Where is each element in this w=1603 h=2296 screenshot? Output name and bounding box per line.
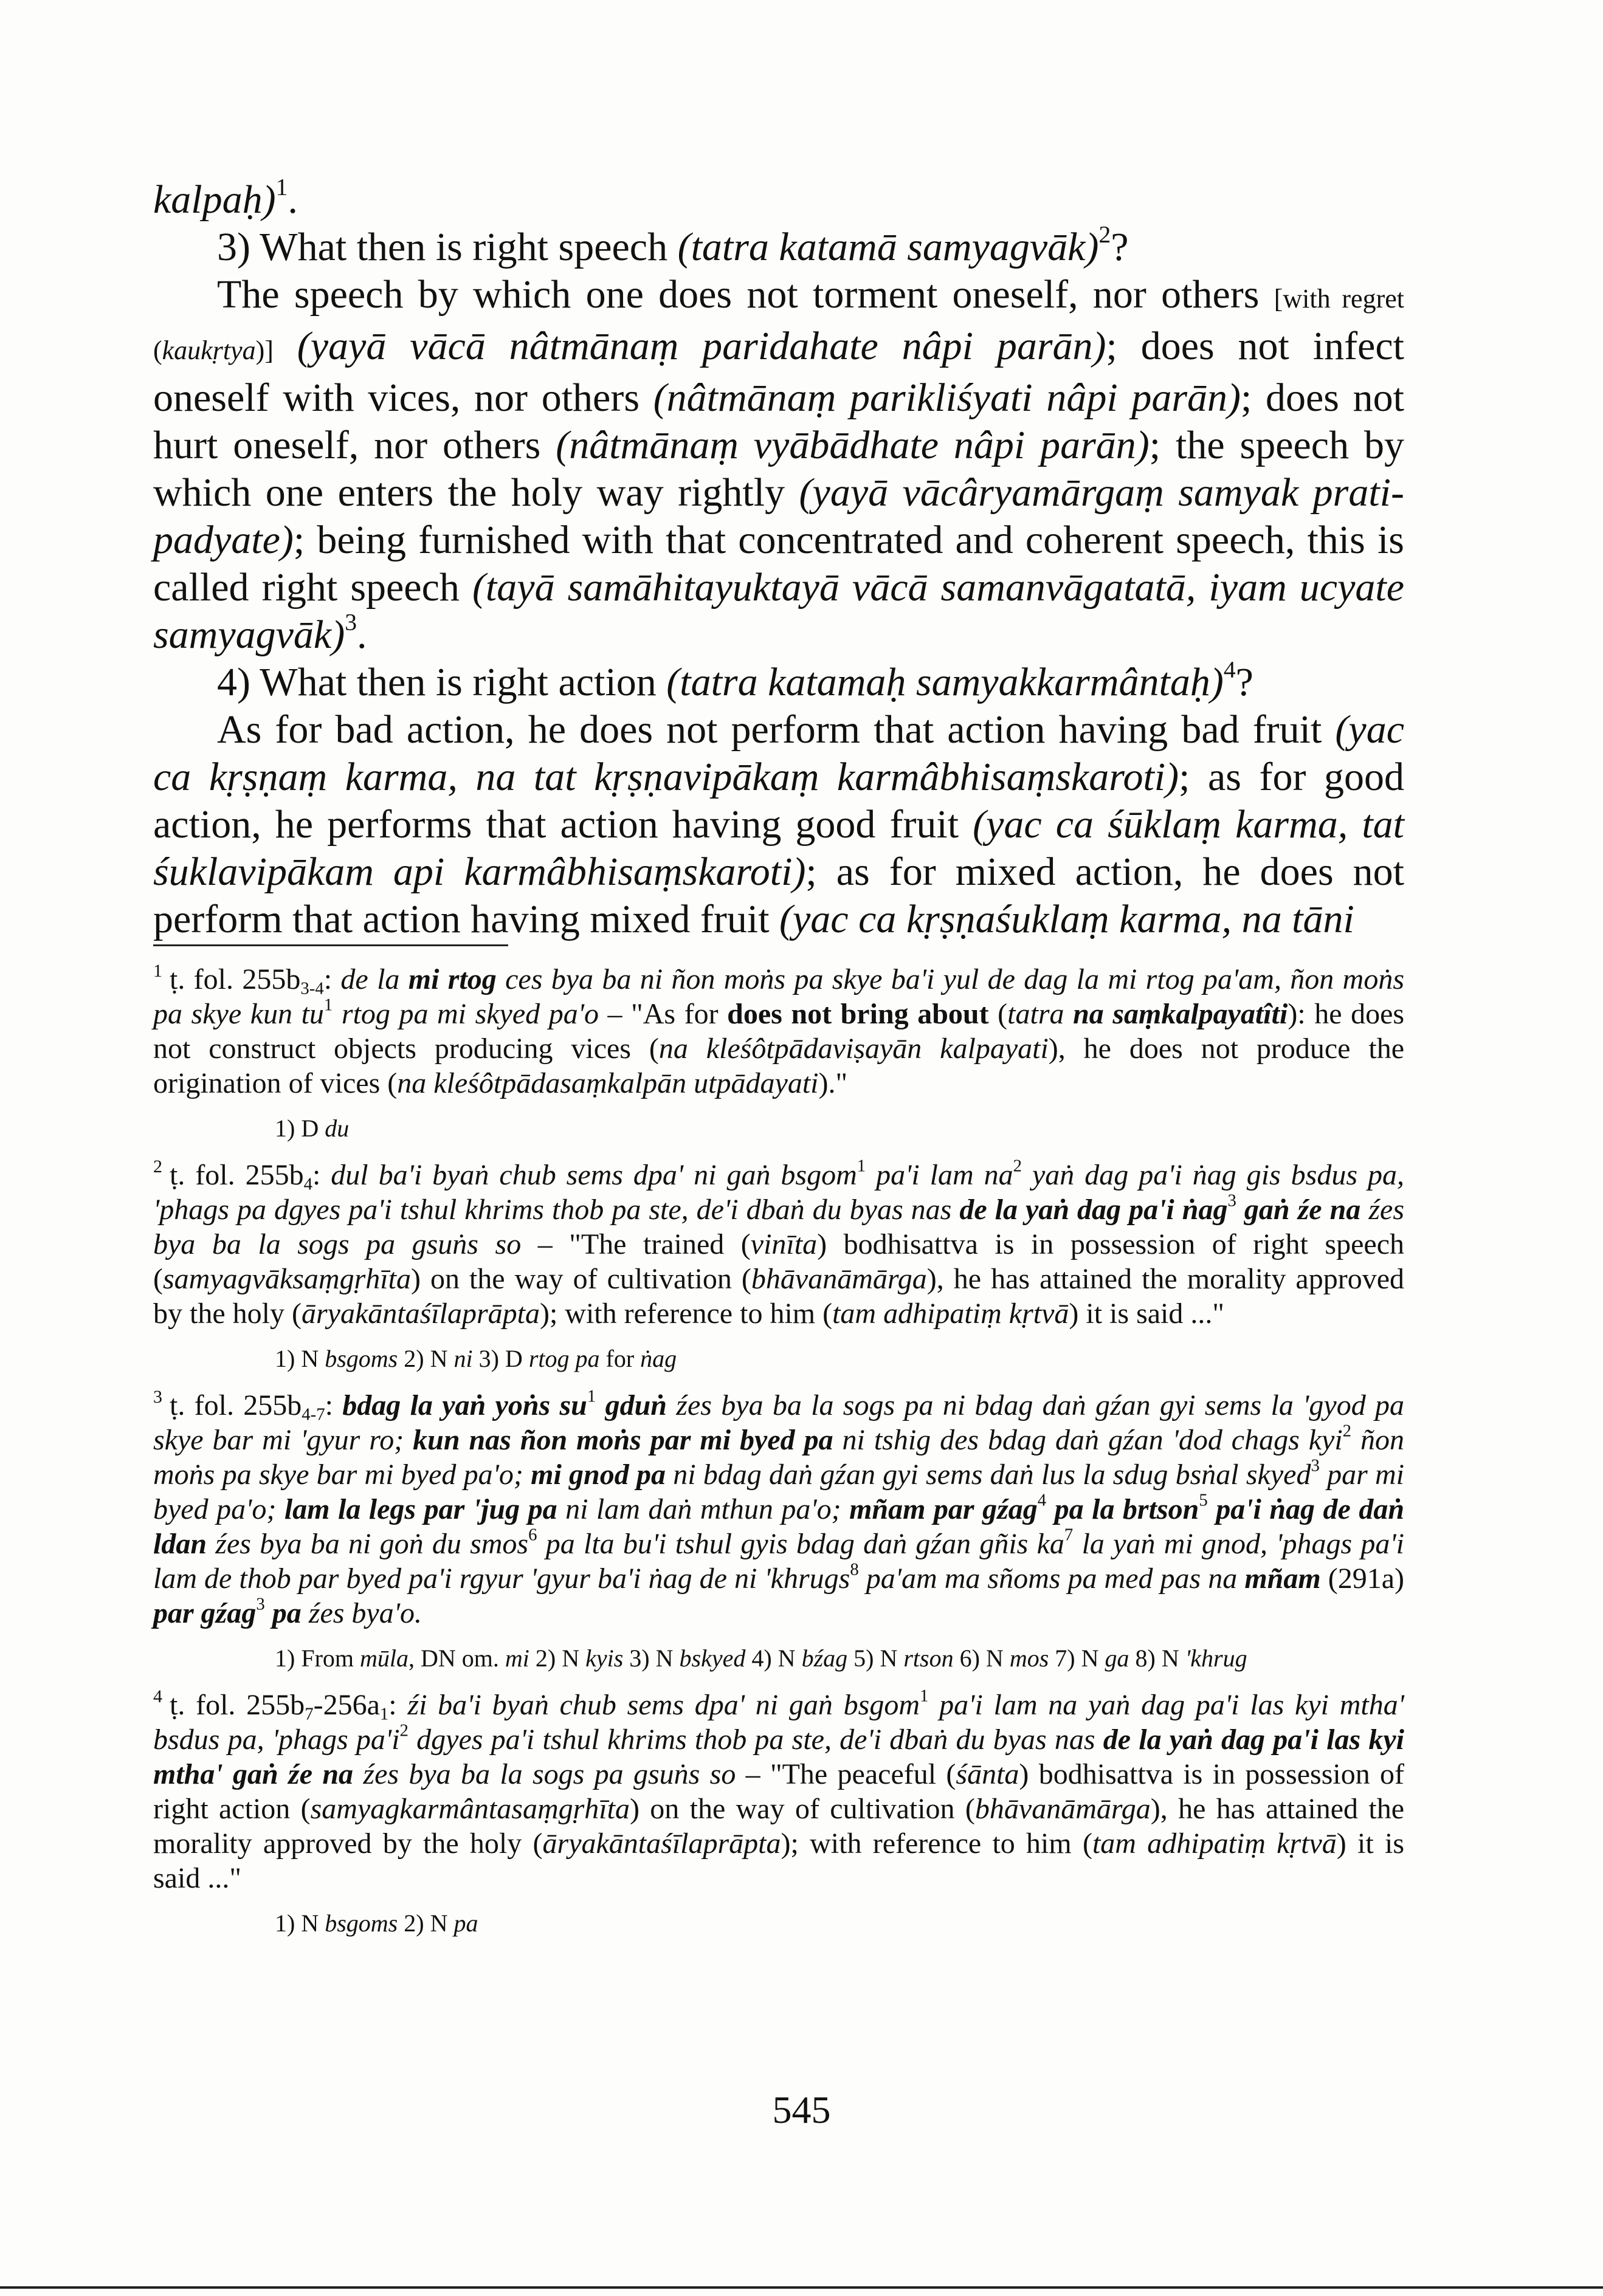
paragraph-right-action: As for bad action, he does not perform that action having bad fruit (yac ca kṛṣṇaṃ karma, na tat kṛṣṇavipākaṃ karmâbhisaṃskaroti); as for good action, he performs that action having good fruit (yac ca śūklaṃ karma, tat śuklavipākam api karmâbhisaṃskaroti); as for mixed action, he does not perform that action having mixed fruit (yac ca kṛṣṇaśuklaṃ karma, na tāni [153, 707, 1404, 941]
variant-readings-3: 1) From mūla, DN om. mi 2) N kyis 3) N bskyed 4) N bźag 5) N rtson 6) N mos 7) N ga 8) N 'khrug [275, 1645, 1247, 1672]
footnote-number: 3 [153, 1387, 162, 1407]
footnote-number: 1 [153, 961, 162, 981]
footnote-4: $^4$ ṭ. fol. $255b_7-256a_1$: źi ba'i byaṅ chub sems dpa' ni gaṅ bsgom$^1$ pa'i lam na yaṅ dag pa'i las kyi mtha' bsdus pa, 'phags $pa'i^2$ dgyes pa'i tshul khrims thob pa ste, de'i dbaṅ du byas nas de la yaṅ dag pa'i las kyi mtha' gaṅ źe na źes bya ba la sogs pa gsuṅs so – "The peaceful (śānta) bodhisattva is in possession of right action (samyagkarmântasaṃgṛhīta) on the way of cultivation (bhāvanāmārga), he has attained the morality approved by the holy (āryakāntaśīlaprāpta); with reference to him (tam adhipatiṃ kṛtvā) it is said ..." [153, 1686, 1405, 1894]
page-number: 545 [772, 2088, 831, 2131]
main-text [153, 173, 1405, 943]
question-3: 3) What then is right speech (tatra katamā samyagvāk)$^2$? [217, 221, 1129, 269]
variant-readings-1: 1) D du [275, 1115, 350, 1142]
paragraph-right-speech: The speech by which one does not torment oneself, nor others [with regret (kaukṛtya)] (yayā vācā nâtmānaṃ paridahate nâpi parān); does not infect oneself with vices, nor others (nâtmānaṃ parikliśyati nâpi parān); does not hurt oneself, nor others (nâtmānaṃ vyābādhate nâpi parān); the speech by which one enters the holy way rightly (yayā vācâryamārgaṃ samyak prati-padyate); being furnished with that concentrated and coherent speech, this is called right speech (tayā samāhitayuktayā vācā samanvāgatatā, iyam ucyate samyagvāk)$^3$. [153, 272, 1405, 657]
footnote-1: $^1$ ṭ. fol. $255b_{3-4}$: de la mi rtog ces bya ba ni ñon moṅs pa skye ba'i yul de dag la mi rtog pa'am, ñon moṅs pa skye kun $tu^1$ rtog pa mi skyed pa'o – "As for does not bring about (tatra na saṃkalpayatîti): he does not construct objects producing vices (na kleśôtpādaviṣayān kalpayati), he does not produce the origination of vices (na kleśôtpādasaṃkalpān utpādayati)." [153, 961, 1405, 1099]
carryover-line: kalpaḥ)$^1$. [153, 173, 298, 222]
question-4: 4) What then is right action (tatra katamaḥ samyakkarmântaḥ)$^4$? [217, 656, 1253, 704]
footnote-number: 2 [153, 1157, 162, 1177]
footnote-2: $^2$ ṭ. fol. $255b_4$: dul ba'i byaṅ chub sems dpa' ni gaṅ bsgom$^1$ pa'i lam $na^2$ yaṅ dag pa'i ṅag gis bsdus pa, 'phags pa dgyes pa'i tshul khrims thob pa ste, de'i dbaṅ du byas nas de la yaṅ dag pa'i ṅag$^3$ gaṅ źe na źes bya ba la sogs pa gsuṅs so – "The trained (vinīta) bodhisattva is in possession of right speech (samyagvāksaṃgṛhīta) on the way of cultivation (bhāvanāmārga), he has attained the morality approved by the holy (āryakāntaśīlaprāpta); with reference to him (tam adhipatiṃ kṛtvā) it is said ..." [153, 1156, 1405, 1330]
page-body [153, 173, 1405, 1953]
footnote-number: 4 [153, 1686, 162, 1707]
scan-edge-line [0, 2286, 1603, 2289]
variant-readings-4: 1) N bsgoms 2) N pa [275, 1909, 478, 1937]
footnote-3: $^3$ ṭ. fol. $255b_{4-7}$: bdag la yaṅ yoṅs $su^1$ gduṅ źes bya ba la sogs pa ni bdag daṅ gźan gyi sems la 'gyod pa skye bar mi 'gyur ro; kun nas ñon moṅs par mi byed pa ni tshig des bdag daṅ gźan 'dod chags kyi$^2$ ñon moṅs pa skye bar mi byed pa'o; mi gnod pa ni bdag daṅ gźan gyi sems daṅ lus la sdug bsṅal skyed$^3$ par mi byed pa'o; lam la legs par 'jug pa ni lam daṅ mthun pa'o; mñam par gźag$^4$ pa la brtson$^5$ pa'i ṅag de daṅ ldan źes bya ba ni goṅ du smos$^6$ pa lta bu'i tshul gyis bdag daṅ gźan gñis $ka^7$ la yaṅ mi gnod, 'phags pa'i lam de thob par byed pa'i rgyur 'gyur ba'i ṅag de ni 'khrugs$^8$ pa'am ma sñoms pa med pas na mñam (291a) par gźag$^3$ pa źes bya'o. [153, 1386, 1405, 1629]
variant-readings-2: 1) N bsgoms 2) N ni 3) D rtog pa for ṅag [275, 1345, 677, 1372]
footnote-divider [153, 944, 508, 946]
